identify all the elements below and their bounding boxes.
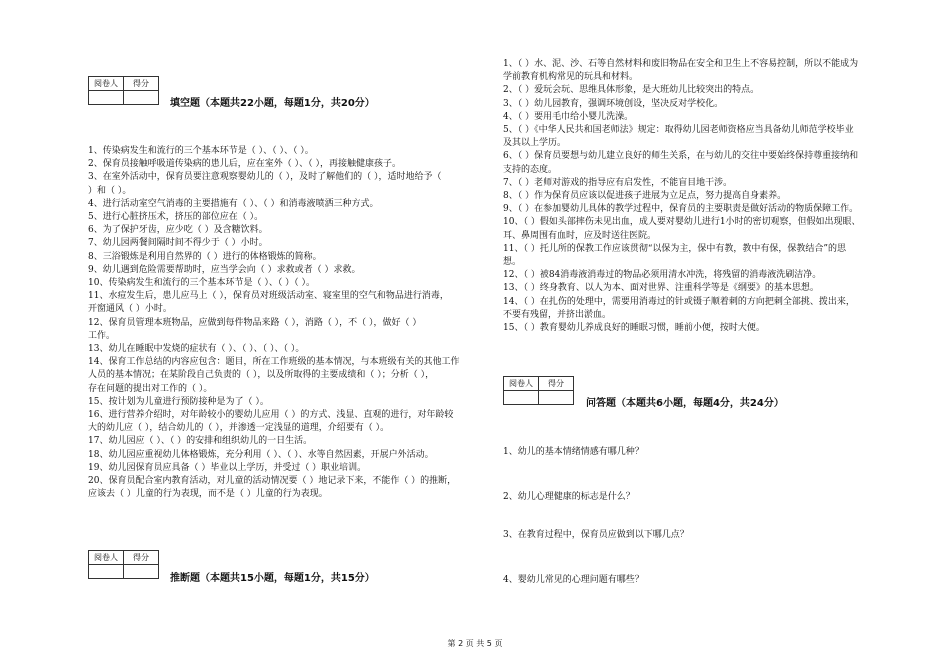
question-line: 18、幼儿园应重视幼儿体格锻炼，充分利用（ ）、（ ）、水等自然因素，开展户外活动。 — [88, 449, 434, 460]
question-line: 工作。 — [88, 330, 116, 341]
question-line: 9、（ ）在参加婴幼儿具体的教学过程中，保育员的主要职责是做好活动的物质保障工作。 — [503, 204, 859, 215]
question-line: 17、幼儿园应（ ）、（ ）的安排和组织幼儿的一日生活。 — [88, 436, 313, 447]
question-line: 存在问题的提出对工作的（ ）。 — [88, 383, 213, 394]
question-line: 5、（ ）《中华人民共和国老师法》规定：取得幼儿园老师资格应当具备幼儿师范学校毕业 — [503, 125, 854, 136]
question-line: 10、传染病发生和流行的三个基本环节是（ ）、（ ）（ ）。 — [88, 278, 316, 289]
question-line: 3、在室外活动中，保育员要注意观察婴幼儿的（ ），及时了解他们的（ ），适时地给予（ — [88, 172, 442, 183]
question-line: 19、幼儿园保育员应具备（ ）毕业以上学历，并受过（ ）职业培训。 — [88, 462, 367, 473]
question-line: 9、幼儿遇到危险需要帮助时，应当学会向（ ）求救或者（ ）求救。 — [88, 264, 361, 275]
score-label: 得分 — [124, 77, 159, 91]
question-line: 不要有残留，并挤出淤血。 — [503, 309, 612, 320]
question-line: 13、幼儿在睡眠中发烧的症状有（ ）、（ ）、（ ）、（ ）。 — [88, 344, 305, 355]
score-label: 得分 — [539, 377, 574, 391]
score-label: 得分 — [124, 551, 159, 565]
question-line: 耳、鼻周围有血时，应及时送往医院。 — [503, 230, 657, 241]
question-line: 应该去（ ）儿童的行为表现，而不是（ ）儿童的行为表现。 — [88, 489, 328, 500]
question-line: 5、进行心脏挤压术，挤压的部位应在（ ）。 — [88, 212, 264, 223]
question-line: 12、（ ）被84消毒液消毒过的物品必须用清水冲洗，将残留的消毒液洗刷洁净。 — [503, 270, 822, 281]
score-box-judge-left — [88, 550, 159, 579]
question-line: 2、（ ）爱玩会玩、思维具体形象，是大班幼儿比较突出的特点。 — [503, 85, 760, 96]
reviewer-label: 阅卷人 — [504, 377, 539, 391]
question-line: 7、（ ）老师对游戏的指导应有启发性，不能盲目地干涉。 — [503, 177, 733, 188]
reviewer-label: 阅卷人 — [89, 551, 124, 565]
question-line: 15、按计划为儿童进行预防接种是为了（ ）。 — [88, 396, 269, 407]
score-box-fill — [88, 76, 159, 105]
fill-section-title: 填空题（本题共22小题，每题1分，共20分） — [170, 98, 375, 109]
page-footer: 第 2 页 共 5 页 — [447, 639, 503, 648]
qa-question: 3、在教育过程中，保育员应做到以下哪几点？ — [503, 530, 689, 540]
fill-questions — [88, 145, 480, 501]
question-line: 10、（ ）假如头部摔伤未见出血，成人要对婴幼儿进行1小时的密切观察，但假如出现眼、 — [503, 217, 861, 228]
qa-question: 2、幼儿心理健康的标志是什么？ — [503, 492, 635, 502]
question-line: 13、（ ）终身教育、以人为本、面对世界、注重科学等是《纲要》的基本思想。 — [503, 283, 819, 294]
reviewer-cell — [504, 391, 539, 405]
question-line: 1、（ ）水、泥、沙、石等自然材料和废旧物品在安全和卫生上不容易控制，所以不能成为 — [503, 59, 859, 69]
question-line: 6、（ ）保育员要想与幼儿建立良好的师生关系，在与幼儿的交往中要始终保持尊重接纳和 — [503, 151, 859, 162]
score-cell — [124, 91, 159, 105]
question-line: 7、幼儿园两餐间隔时间不得少于（ ）小时。 — [88, 238, 268, 249]
question-line: 4、进行活动室空气消毒的主要措施有（ ）、（ ）和消毒液喷洒三种方式。 — [88, 198, 379, 209]
question-line: 20、保育员配合室内教育活动，对儿童的活动情况要（ ）地记录下来，不能作（ ）的推断， — [88, 476, 457, 487]
question-line: 3、（ ）幼儿园教育，强调环境创设，坚决反对学校化。 — [503, 98, 724, 109]
question-line: 想。 — [503, 257, 522, 268]
score-box-qa — [503, 376, 574, 405]
question-line: 2、保育员接触呼吸道传染病的患儿后，应在室外（ ）、（ ），再接触健康孩子。 — [88, 159, 401, 170]
qa-section-title: 问答题（本题共6小题，每题4分，共24分） — [586, 398, 784, 409]
question-line: 11、（ ）托儿所的保教工作应该贯彻“以保为主，保中有教，教中有保，保教结合”的思 — [503, 243, 847, 254]
question-line: 11、水痘发生后，患儿应马上（ ），保育员对班级活动室、寝室里的空气和物品进行消毒， — [88, 291, 449, 302]
question-line: 14、（ ）在扎伤的处理中，需要用消毒过的针或镊子顺着刺的方向把刺全部挑、拨出来， — [503, 296, 855, 307]
qa-question: 1、幼儿的基本情绪情感有哪几种？ — [503, 447, 644, 457]
judge-section-title: 推断题（本题共15小题，每题1分，共15分） — [170, 573, 375, 584]
question-line: 学前教育机构常见的玩具和材料。 — [503, 72, 639, 83]
question-line: 开窗通风（ ）小时。 — [88, 304, 172, 315]
reviewer-cell — [89, 91, 124, 105]
question-line: ）和（ ）。 — [88, 185, 132, 196]
question-line: 及其以上学历。 — [503, 138, 567, 149]
question-line: 8、三浴锻炼是利用自然界的（ ）进行的体格锻炼的简称。 — [88, 251, 322, 262]
question-line: 支持的态度。 — [503, 164, 558, 175]
question-line: 4、（ ）要用毛巾给小婴儿洗澡。 — [503, 111, 634, 122]
score-cell — [539, 391, 574, 405]
reviewer-cell — [89, 565, 124, 579]
reviewer-label: 阅卷人 — [89, 77, 124, 91]
question-line: 6、为了保护牙齿，应少吃（ ）及含糖饮料。 — [88, 225, 268, 236]
judge-questions — [503, 58, 903, 335]
question-line: 大的幼儿应（ ），结合幼儿的（ ），并渗透一定浅显的道理，介绍要有（ ）。 — [88, 423, 390, 434]
question-line: 12、保育员管理本班物品，应做到每件物品来路（ ），消路（ ），不（ ），做好（ ） — [88, 317, 422, 328]
question-line: 16、进行营养介绍时，对年龄较小的婴幼儿应用（ ）的方式、浅显、直观的进行，对年龄较 — [88, 410, 454, 421]
qa-question: 4、婴幼儿常见的心理问题有哪些？ — [503, 575, 644, 585]
question-line: 8、（ ）作为保育员应该以促进孩子进展为立足点，努力提高自身素养。 — [503, 191, 787, 202]
question-line: 1、传染病发生和流行的三个基本环节是（ ）、（ ）、（ ）。 — [88, 146, 314, 156]
question-line: 人员的基本情况；在某阶段自己负责的（ ），以及所取得的主要成绩和（ ）；分析（ ）， — [88, 370, 435, 381]
question-line: 14、保育工作总结的内容应包含：题目，所在工作班级的基本情况，与本班级有关的其他工作 — [88, 357, 460, 368]
score-cell — [124, 565, 159, 579]
question-line: 15、（ ）教育婴幼儿养成良好的睡眠习惯，睡前小便，按时大便。 — [503, 323, 765, 334]
